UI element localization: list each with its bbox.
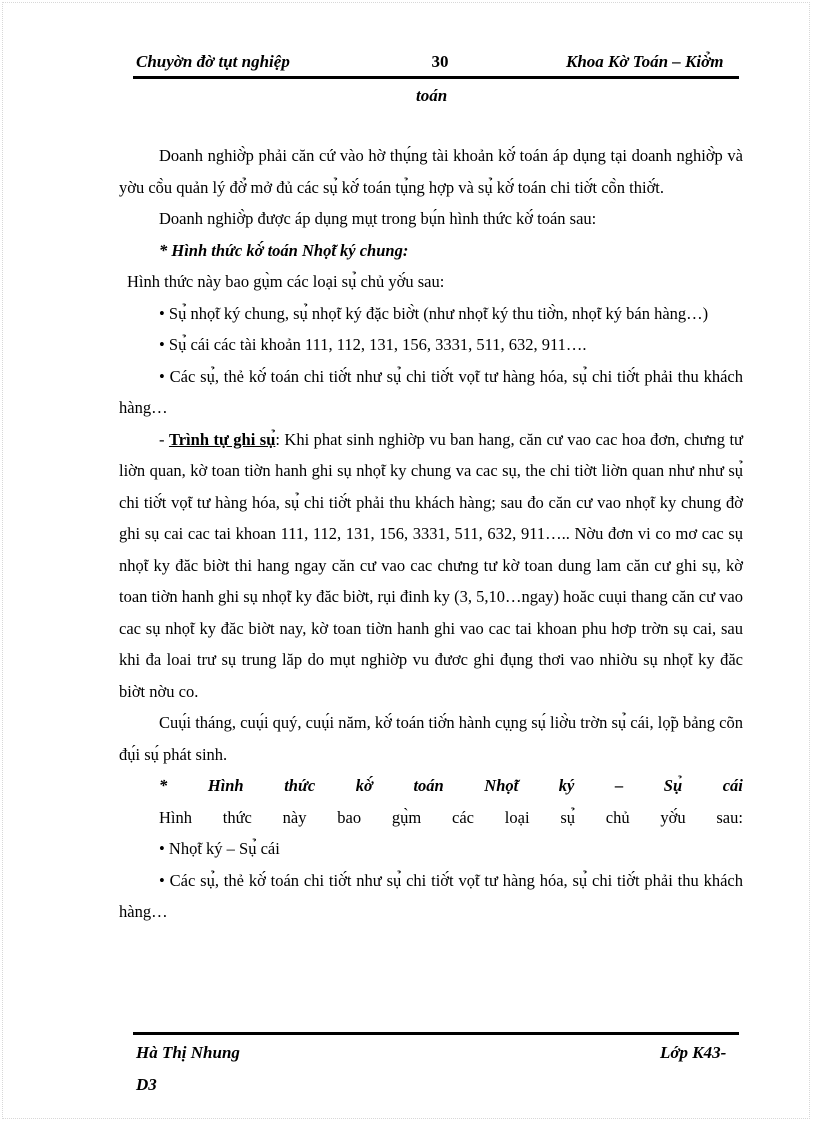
header-title: Chuyờn đờ tụt nghiệp bbox=[136, 52, 290, 71]
word: cái bbox=[722, 776, 743, 795]
word: kờ́ bbox=[355, 776, 373, 795]
word: toán bbox=[413, 776, 444, 795]
paragraph-spread bbox=[119, 802, 743, 834]
footer-class-continued: D3 bbox=[136, 1075, 157, 1094]
recording-sequence-text: : Khi phat sinh nghiờp vu ban hang, căn cư vao cac hoa đơn, chưng tư liờn quan, kờ toan tiờn hanh ghi sụ nhọ̃t ky chung va cac sụ, the chi tiờt liờn quan như như sụ̉ chi tiờ́t vọ̃t tư hàng hóa, sụ̉ chi tiờ́t phải thu khách hàng; sau đo căn cư vao nhọ̃t ky chung đờ ghi sụ cai cac tai khoan 111, 112, 131, 156, 3331, 511, 632, 911….. Nờu đơn vi co mơ cac sụ nhọ̃t ky đăc biờt thi hang ngay căn cư vao cac chưng tư kờ toan dung lam căn cư ghi sụ, kờ toan tiờn hanh ghi sụ nhọ̃t ky đăc biờt, rụi đinh ky (3, 5,10…ngay) hoăc cuụi thang căn cư vao cac sụ nhọ̃t ky đăc biờt nay, kờ toan tiờn hanh ghi vao cac tai khoan phu hơp trờn sụ cai, sau khi đa loai trư sụ trung lăp do mụt nghiờp vu đươc ghi đụng thơi vao nhiờu sụ nhọ̃t ky đăc biờt nờu co. bbox=[119, 429, 743, 701]
word: chủ bbox=[605, 807, 630, 827]
paragraph: Hình thức này bao gụ̀m các loại sụ̉ chủ yờ́u sau: bbox=[127, 272, 445, 291]
paragraph: Doanh nghiờ̀p phải căn cứ vào hờ thụ́ng tài khoản kờ́ toán áp dụng tại doanh nghiờ̀p và yờu cõ̀u quản lý đờ̉ mở đủ các sụ̉ kờ́ toán tụ̉ng hợp và sụ̉ kờ́ toán chi tiờ́t cõ̀n thiờ́t. bbox=[119, 146, 743, 197]
footer-class: Lớp K43- bbox=[660, 1043, 727, 1062]
paragraph-recording-sequence bbox=[119, 424, 743, 708]
list-item: • Sụ̉ cái các tài khoản 111, 112, 131, 156, 3331, 511, 632, 911…. bbox=[159, 335, 587, 354]
word: Nhọ̃t bbox=[484, 776, 519, 795]
word: * bbox=[159, 776, 168, 795]
section-heading: * Hình thức kờ́ toán Nhọ̃t ký chung: bbox=[159, 240, 409, 260]
word: yờ́u bbox=[660, 807, 686, 827]
list-item: • Các sụ̉, thẻ kờ́ toán chi tiờ́t như sụ̉ chi tiờ́t vọ̃t tư hàng hóa, sụ̉ chi tiờ́t phải thu khách hàng… bbox=[119, 366, 743, 417]
word: ký bbox=[558, 776, 575, 795]
word: loại bbox=[504, 807, 530, 827]
header-department: Khoa Kờ Toán – Kiờ̉m bbox=[566, 52, 724, 71]
paragraph: Cuụ́i tháng, cuụ́i quý, cuụ́i năm, kờ́ toán tiờ́n hành cụ̣ng sụ́ liờ̀u trờn sụ̉ cái, lọ̃p bảng cõn đụ́i sụ́ phát sinh. bbox=[119, 713, 743, 764]
header-department-continued: toán bbox=[416, 86, 448, 105]
body-text bbox=[119, 140, 743, 928]
dash-prefix: - bbox=[159, 429, 169, 449]
word: Hình bbox=[159, 807, 192, 827]
word: Hình bbox=[207, 776, 244, 795]
word: bao bbox=[337, 807, 362, 827]
recording-sequence-label: Trình tự ghi sụ̉ bbox=[168, 429, 276, 449]
footer-author: Hà Thị Nhung bbox=[136, 1043, 240, 1062]
word: thức bbox=[222, 807, 252, 827]
list-item: • Các sụ̉, thẻ kờ́ toán chi tiờ́t như sụ̉ chi tiờ́t vọ̃t tư hàng hóa, sụ̉ chi tiờ́t phải thu khách hàng… bbox=[119, 870, 743, 921]
word: này bbox=[282, 807, 307, 827]
word: thức bbox=[284, 776, 316, 795]
word: sau: bbox=[716, 807, 743, 827]
header-rule bbox=[133, 76, 739, 79]
footer-rule bbox=[133, 1032, 739, 1035]
word: các bbox=[452, 807, 474, 827]
word: sụ̉ bbox=[560, 807, 575, 827]
paragraph: Doanh nghiờ̀p được áp dụng mụ̣t trong bụ́n hình thức kờ́ toán sau: bbox=[159, 209, 597, 228]
list-item: • Nhọ̃t ký – Sụ̉ cái bbox=[159, 839, 280, 858]
word: – bbox=[614, 776, 624, 795]
word: gụ̀m bbox=[391, 807, 422, 827]
word: Sụ̉ bbox=[663, 776, 683, 795]
section-heading-spread bbox=[119, 770, 743, 802]
page-number: 30 bbox=[431, 52, 449, 71]
list-item: • Sụ̉ nhọ̃t ký chung, sụ̉ nhọ̃t ký đặc biờ̀t (như nhọ̃t ký thu tiờ̀n, nhọ̃t ký bán hàng…) bbox=[159, 303, 709, 323]
